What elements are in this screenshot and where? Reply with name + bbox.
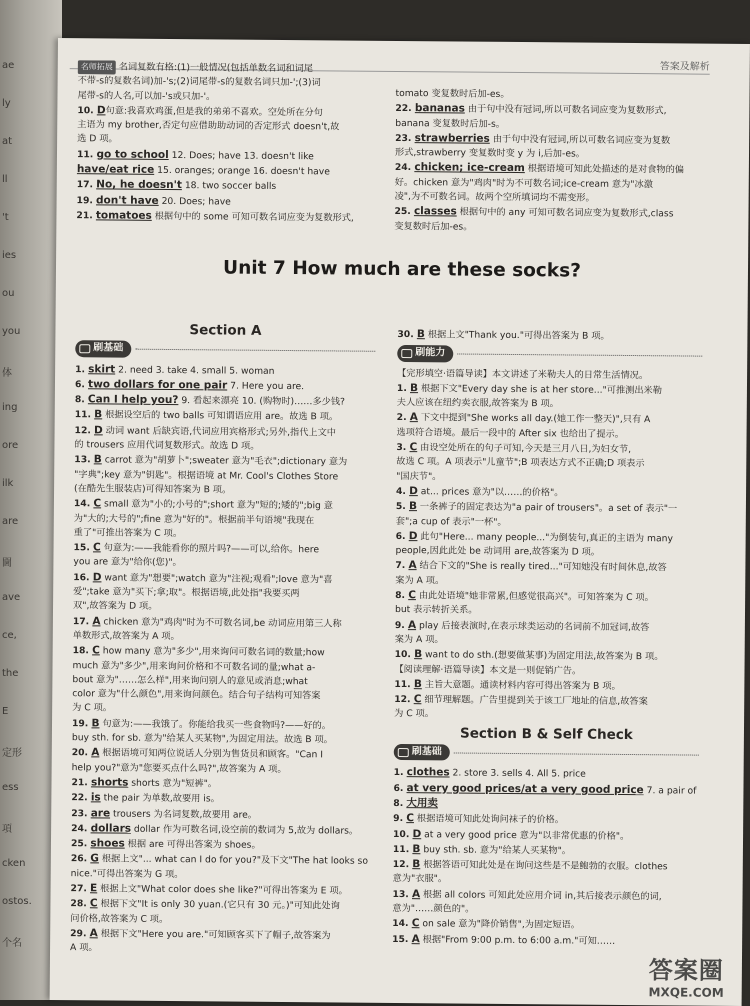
explanation-text: 句意为:——我饿了。你能给我买一些食物吗?——好的。 [99, 718, 331, 732]
answer-key: A [92, 614, 101, 628]
explanation-text: 此句"Here... many people..."为倒装句,真正的主语为 many [417, 531, 673, 545]
explanation-text: the pair 为单数,故要用 is。 [100, 792, 220, 805]
explanation-text: help you?"意为"您要买点什么吗?",故答案为 A 项。 [71, 761, 287, 775]
previous-page-fragment: you [2, 326, 21, 337]
explanation-text: 夫人应该在纽约卖衣服,故答案为 B 项。 [396, 397, 559, 410]
explanation-text: A 项。 [70, 942, 98, 954]
answer-key: B [416, 328, 425, 341]
previous-page-fragment: ies [2, 250, 17, 261]
answer-key: B [413, 677, 422, 691]
answer-key: B [93, 453, 102, 466]
previous-page-fragment: ce, [2, 630, 17, 641]
basic-badge [75, 340, 375, 359]
previous-page-fragment: ess [2, 782, 19, 793]
item-number: 6. [393, 782, 407, 794]
explanation-text: 一条裤子的固定表达为"a pair of trousers"。a set of 表示"一 [416, 501, 678, 515]
answer-key: D [96, 104, 106, 117]
answer-key: chicken; ice-cream [414, 161, 525, 175]
item-number: 1. [396, 382, 411, 394]
previous-page-fragment: ly [2, 98, 11, 109]
answer-line [392, 932, 697, 950]
page-header: 答案及解析 [659, 61, 710, 73]
watermark-logo: 答案圈 [648, 956, 724, 985]
item-number: 24. [71, 822, 91, 835]
explanation-text: trousers 为名词复数,故要用 are。 [110, 807, 258, 821]
watermark [649, 950, 725, 1000]
item-number: 27. [70, 883, 91, 895]
previous-page-fragment: ilk [2, 478, 14, 489]
explanation-text: 根据答语可知此处是在询问这些是不是鲍勃的衣服。clothes [420, 859, 668, 873]
item-number: 21. [76, 210, 96, 222]
answer-key: Can I help you? [87, 393, 179, 407]
explanation-text: 为 C 项。 [72, 702, 113, 714]
answer-line [76, 208, 376, 226]
explanation-text: want to do sth.(想要做某事)为固定用法,故答案为 B 项。 [422, 649, 664, 663]
explanation-text: 重了"可推出答案为 C 项。 [73, 527, 183, 539]
item-number: 14. [73, 498, 94, 510]
answer-key: skirt [88, 362, 116, 376]
explanation-text: shorts 意为"短裤"。 [128, 777, 218, 790]
explanation-text: 15. oranges; orange 16. doesn't have [154, 164, 330, 178]
answer-key: strawberries [414, 132, 490, 145]
explanation-text: how many 意为"多少",用来询问可数名词的数量;how [99, 645, 325, 659]
answer-key: A [89, 927, 98, 940]
answer-key: D [94, 424, 103, 437]
explanation-text: 为 C 项。 [394, 708, 434, 720]
answer-key: shoes [90, 837, 125, 850]
answer-line [397, 327, 702, 345]
explanation-text: 根据句中的 any 可知可数名词应变为复数形式,class [456, 206, 674, 220]
explanation-text: 由于句中没有冠词,所以可数名词应变为复数 [489, 133, 671, 147]
answer-page [50, 38, 750, 1006]
left-main-column [70, 320, 376, 958]
section-b-title: Section B & Self Check [460, 725, 633, 743]
answer-key: have/eat rice [76, 163, 155, 176]
explanation-text: 2. store 3. sells 4. All 5. price [449, 767, 586, 780]
explanation-text: 为"大的;大号的";fine 意为"好的"。根据前半句语境"我现在 [73, 512, 315, 526]
item-number: 13. [392, 888, 413, 900]
item-number: 15. [392, 933, 412, 945]
item-number: 12. [392, 859, 413, 871]
answer-line [394, 220, 699, 237]
answer-key: C [409, 441, 418, 454]
item-number: 16. [73, 571, 93, 584]
basic-badge-2 [394, 744, 699, 763]
answer-key: D [408, 529, 418, 543]
answer-key: B [94, 408, 103, 421]
answer-key: tomatoes [95, 209, 152, 222]
item-number: 6. [74, 379, 89, 391]
explanation-text: 意为"……颜色的"。 [392, 902, 475, 915]
explanation-text: 凌",为不可数名词。故两个空所填词均不需变形。 [394, 191, 595, 204]
explanation-text: 18. two soccer balls [181, 180, 277, 193]
answer-line [393, 781, 698, 799]
item-number: 6. [395, 530, 409, 542]
item-number: 29. [70, 928, 90, 940]
item-number: 22. [395, 103, 415, 115]
item-number: 2. [396, 412, 410, 424]
answer-key: B [414, 648, 423, 661]
explanation-text: 问价格,故答案为 C 项。 [70, 912, 169, 925]
explanation-text: "字典";key 意为"钥匙"。根据语境 at Mr. Cool's Clothes Store [74, 468, 339, 483]
explanation-text: 由于句中没有冠词,所以可数名词应变为复数形式, [464, 103, 667, 117]
item-number: 8. [74, 394, 88, 406]
badge-rule [457, 353, 702, 356]
answer-key: shorts [90, 776, 129, 789]
explanation-text: 【完形填空·语篇导读】本文讲述了米勒夫人的日常生活情况。 [397, 367, 649, 381]
answer-line [70, 926, 370, 944]
explanation-text: people,因此此处 be 动词用 are,故答案为 D 项。 [395, 545, 601, 558]
explanation-text: 12. Does; have 13. doesn't like [168, 149, 314, 163]
explanation-text: banana 变复数时后加-s。 [395, 117, 506, 130]
previous-page-fragment: 項 [2, 824, 12, 835]
basic-badge-2-label: 刷基础 [394, 744, 450, 761]
item-number: 11. [394, 678, 414, 690]
explanation-text: 由此处语境"她非常累,但感觉很高兴"。可知答案为 C 项。 [415, 590, 654, 604]
item-number: 26. [70, 853, 91, 865]
previous-page-fragment: ave [2, 592, 21, 603]
explanation-text: want 意为"想要";watch 意为"注视;观看";love 意为"喜 [101, 572, 333, 586]
explanation-text: on sale 意为"降价销售",为固定短语。 [419, 918, 580, 931]
explanation-text: 根据下文"It is only 30 yuan.(它只有 30 元。)"可知此处询 [97, 898, 340, 912]
item-number: 15. [73, 542, 94, 554]
explanation-text: 句意为:——我能看你的照片吗?——可以,给你。here [100, 542, 320, 556]
answer-key: 大用卖 [406, 796, 438, 810]
item-number: 9. [394, 619, 409, 631]
explanation-text: dollar 作为可数名词,设空前的数词为 5,故为 dollars。 [130, 823, 359, 837]
explanation-text: 套";a cup of 表示"一杯"。 [395, 515, 507, 528]
answer-key: bananas [414, 102, 465, 115]
explanation-text: bout 意为"……怎么样",用来询问别人的意见或消息;what [72, 673, 308, 688]
section-a-answers [70, 362, 375, 958]
explanation-text: much 意为"多少",用来询问价格和不可数名词的量;what a- [72, 659, 316, 673]
explanation-text: "国庆节"。 [396, 470, 442, 483]
item-number: 19. [71, 717, 92, 730]
answer-line [394, 707, 699, 724]
answer-key: B [412, 842, 421, 855]
answer-key: No, he doesn't [96, 178, 182, 192]
item-number: 10. [77, 105, 97, 117]
previous-page-fragment: E [2, 706, 9, 717]
item-number: 12. [394, 694, 414, 706]
answer-key: clothes [406, 766, 450, 779]
explanation-text: 案为 A 项。 [395, 574, 445, 587]
explanation-text: 根据语境可知此处询问袜子的价格。 [413, 813, 564, 826]
answer-key: are [90, 806, 111, 819]
answer-line [396, 455, 701, 472]
previous-page-fragment: ing [2, 402, 18, 413]
answer-key: don't have [96, 194, 159, 207]
explanation-text: 下文中提到"She works all day.(她工作一整天)",只有 A [417, 412, 651, 426]
item-number: 8. [395, 590, 409, 602]
explanation-text: 细节理解题。广告里提到关于该工厂地址的信息,故答案 [421, 694, 648, 708]
answer-key: at very good prices/at a very good price [406, 781, 644, 796]
basic-badge-label: 刷基础 [75, 340, 131, 357]
answer-key: A [411, 887, 421, 900]
left-top-column [76, 60, 377, 226]
item-number: 11. [74, 409, 95, 421]
explanation-text: 形式,strawberry 变复数时变 y 为 i,后加-es。 [394, 147, 586, 160]
explanation-text: 名词复数有格:(1)一般情况(包括单数名词和词尾 [118, 61, 314, 75]
explanation-text: play 后接表演时,在表示球类运动的名词前不加冠词,故答 [416, 619, 650, 633]
previous-page-fragment: are [2, 516, 19, 527]
answer-key: classes [413, 205, 457, 218]
explanation-text: 爱";take 意为"买下;拿;取"。根据语境,此处指"我要买两 [73, 586, 300, 600]
explanation-text: 选项符合语境。最后一段中的 After six 也给出了提示。 [396, 426, 624, 440]
explanation-text: 尾带-s的人名,可以加-'s或只加-'。 [77, 89, 216, 102]
previous-page-fragment: ore [2, 440, 19, 451]
answer-key: C [406, 812, 415, 825]
item-number: 23. [71, 807, 91, 819]
previous-page-fragment: 't [2, 212, 9, 223]
answer-key: A [408, 559, 417, 572]
answer-key: C [408, 589, 417, 602]
explanation-text: 由设空处所在的句子可知,今天是三月八日,为妇女节, [417, 442, 632, 456]
item-number: 22. [71, 792, 91, 804]
explanation-text: you are 意为"给你(您)"。 [73, 556, 182, 569]
previous-page-fragment: 定形 [2, 748, 22, 759]
answer-key: A [407, 618, 417, 631]
explanation-text: 案为 A 项。 [394, 633, 444, 646]
item-number: 12. [74, 424, 95, 437]
explanation-text: buy sth. for sb. 意为"给某人买某物",为固定用法。故选 B 项。 [71, 732, 333, 746]
item-number: 11. [76, 148, 97, 161]
explanation-text: chicken 意为"鸡肉"时为不可数名词,be 动词应用第三人称 [100, 616, 342, 630]
explanation-text: 结合下文的"She is really tired..."可知她没有时间休息,故答 [416, 560, 667, 574]
explanation-text: but 表示转折关系。 [394, 604, 478, 617]
item-number: 13. [74, 454, 94, 466]
answer-key: C [92, 541, 101, 554]
right-main-column [392, 327, 702, 950]
explanation-text: 7. Here you are. [227, 380, 305, 393]
answer-key: B [410, 381, 419, 395]
unit-title: Unit 7 How much are these socks? [223, 257, 581, 282]
item-number: 14. [392, 918, 412, 930]
explanation-text: 根据 all colors 可知此处应用介词 in,其后接表示颜色的词, [420, 888, 662, 902]
item-number: 5. [395, 501, 410, 513]
explanation-text: 7. a pair of [643, 784, 697, 797]
answer-line [394, 692, 699, 710]
answer-key: dollars [90, 822, 132, 835]
explanation-text: 根据语境可知此处描述的是对食物的偏 [524, 163, 685, 176]
previous-page-fragment: at [2, 136, 13, 147]
item-number: 28. [70, 898, 90, 910]
previous-page-fragment: the [2, 668, 19, 679]
answer-key: B [412, 858, 421, 871]
explanation-text: 意为"衣服"。 [392, 873, 448, 885]
explanation-text: 根据"From 9:00 p.m. to 6:00 a.m."可知…… [419, 933, 616, 947]
item-number: 20. [71, 747, 92, 759]
explanation-text: 单数形式,故答案为 A 项。 [72, 630, 180, 643]
answer-key: D [409, 485, 418, 498]
item-number: 11. [392, 843, 413, 855]
section-b-answers [392, 765, 699, 949]
item-number: 10. [393, 828, 413, 840]
explanation-text: 根据下文"Every day she is at her store..."可推测出米勒 [418, 383, 662, 397]
item-number: 25. [394, 206, 415, 218]
item-number: 17. [76, 179, 97, 191]
watermark-url: MXQE.COM [648, 985, 724, 1000]
explanation-text: 主旨大意题。通读材料内容可得出答案为 B 项。 [421, 679, 621, 692]
explanation-text: carrot 意为"胡萝卜";sweater 意为"毛衣";dictionary 意为 [101, 454, 348, 468]
answer-key: go to school [96, 148, 169, 161]
explanation-text: 根据句中的 some 可知可数名词应变为复数形式, [151, 210, 354, 224]
answer-key: C [93, 497, 102, 510]
answer-key: A [411, 932, 420, 945]
item-number: 17. [72, 615, 93, 627]
tip-tag: 名师拓展 [78, 60, 116, 75]
answer-key: B [91, 717, 100, 730]
explanation-text: at... prices 意为"以……的价格"。 [417, 486, 564, 499]
explanation-text: 选 D 项。 [77, 133, 118, 146]
right-top-column [394, 87, 700, 237]
previous-page-fragment: 体 [2, 368, 12, 379]
answer-key: C [92, 644, 100, 657]
ability-answers [394, 327, 702, 724]
item-number: 19. [76, 194, 97, 207]
explanation-text: 根据设空后的 two balls 可知谓语应用 are。故选 B 项。 [102, 409, 339, 423]
explanation-text: 双",故答案为 D 项。 [72, 600, 158, 613]
explanation-text: 9. 看起来漂亮 10. (购物时)……多少钱? [178, 395, 346, 408]
answer-key: G [90, 852, 100, 865]
explanation-text: 故选 C 项。A 项表示"儿童节";B 项表达方式不正确;D 项表示 [396, 456, 645, 470]
item-number: 30. [397, 328, 417, 341]
item-number: 18. [72, 645, 93, 657]
explanation-text: 不带-s的复数名词)加-'s;(2)词尾带-s的复数名词只加-';(3)词 [77, 75, 321, 89]
explanation-text: at a very good price 意为"以非常优惠的价格"。 [421, 828, 630, 842]
answer-line [70, 941, 370, 958]
item-number: 1. [393, 767, 407, 779]
previous-page-fragment: 个名 [2, 938, 22, 949]
answer-key: B [408, 500, 418, 513]
item-number: 21. [71, 777, 92, 789]
explanation-text: 【阅读理解·语篇导读】本文是一则促销广告。 [394, 663, 582, 677]
answer-key: is [90, 791, 101, 804]
answer-key: E [90, 882, 98, 895]
answer-key: D [412, 827, 422, 840]
item-number: 25. [70, 838, 91, 850]
item-number: 3. [396, 442, 410, 454]
explanation-text: tomato 变复数时后加-es。 [395, 87, 510, 100]
explanation-text: 变复数时后加-es。 [394, 220, 473, 233]
answer-key: D [92, 571, 102, 584]
ability-badge-label: 刷能力 [397, 345, 453, 362]
explanation-text: (在酷先生服装店)可得知答案为 B 项。 [74, 483, 232, 496]
ability-badge [397, 345, 702, 364]
explanation-text: buy sth. sb. 意为"给某人买某物"。 [420, 843, 572, 857]
explanation-text: 好。chicken 意为"鸡肉"时为不可数名词;ice-cream 意为"冰激 [394, 176, 653, 190]
previous-page-fragment: ou [2, 288, 15, 299]
explanation-text: color 意为"什么颜色",用来询问颜色。结合句子结构可知答案 [72, 688, 321, 702]
explanation-text: 的 trousers 应用代词复数形式。故选 D 项。 [74, 439, 260, 452]
previous-page-fragment: ostos. [2, 896, 32, 907]
previous-page-fragment: ae [2, 60, 15, 71]
item-number: 7. [395, 560, 409, 572]
answer-key: C [411, 917, 420, 930]
previous-page-fragment: 閫 [2, 558, 12, 569]
answer-key: C [413, 693, 422, 706]
item-number: 9. [393, 813, 407, 825]
item-number: 1. [75, 363, 89, 375]
item-number: 23. [395, 132, 415, 145]
explanation-text: 20. Does; have [158, 195, 231, 208]
previous-page-fragment: ll [2, 174, 8, 185]
explanation-text: 根据语境可知两位说话人分别为售货员和顾客。"Can I [99, 747, 324, 761]
explanation-text: 根据上文"What color does she like?"可得出答案为 E 项。 [97, 883, 348, 897]
explanation-text: 根据上文"... what can I do for you?"及下文"The hat looks so [98, 853, 369, 868]
answer-key: two dollars for one pair [88, 378, 228, 392]
answer-key: C [89, 897, 98, 910]
explanation-text: 动词 want 后缺宾语,代词应用宾格形式;另外,指代上文中 [102, 425, 337, 439]
answer-key: A [409, 411, 418, 424]
explanation-text: 主语为 my brother,否定句应借助助动词的否定形式 doesn't,故 [77, 119, 340, 133]
explanation-text: 根据下文"Here you are."可知顾客买下了帽子,故答案为 [97, 928, 331, 942]
explanation-text: 根据上文"Thank you."可得出答案为 B 项。 [424, 329, 610, 342]
previous-page-fragment: cken [2, 858, 26, 869]
explanation-text: 2. need 3. take 4. small 5. woman [115, 364, 275, 377]
badge-rule [135, 349, 375, 352]
item-number: 24. [394, 162, 415, 174]
item-number: 8. [393, 797, 407, 809]
item-number: 10. [394, 649, 415, 661]
explanation-text: nice."可得出答案为 G 项。 [70, 867, 184, 880]
explanation-text: small 意为"小的;小号的";short 意为"短的;矮的";big 意 [101, 498, 334, 512]
answer-key: A [91, 746, 100, 759]
section-a-title: Section A [189, 322, 262, 339]
item-number: 4. [396, 485, 410, 498]
explanation-text: 句意:我喜欢鸡蛋,但是我的弟弟不喜欢。空处所在分句 [105, 105, 323, 119]
explanation-text: 根据 are 可得出答案为 shoes。 [124, 838, 261, 851]
badge-rule [454, 752, 699, 755]
